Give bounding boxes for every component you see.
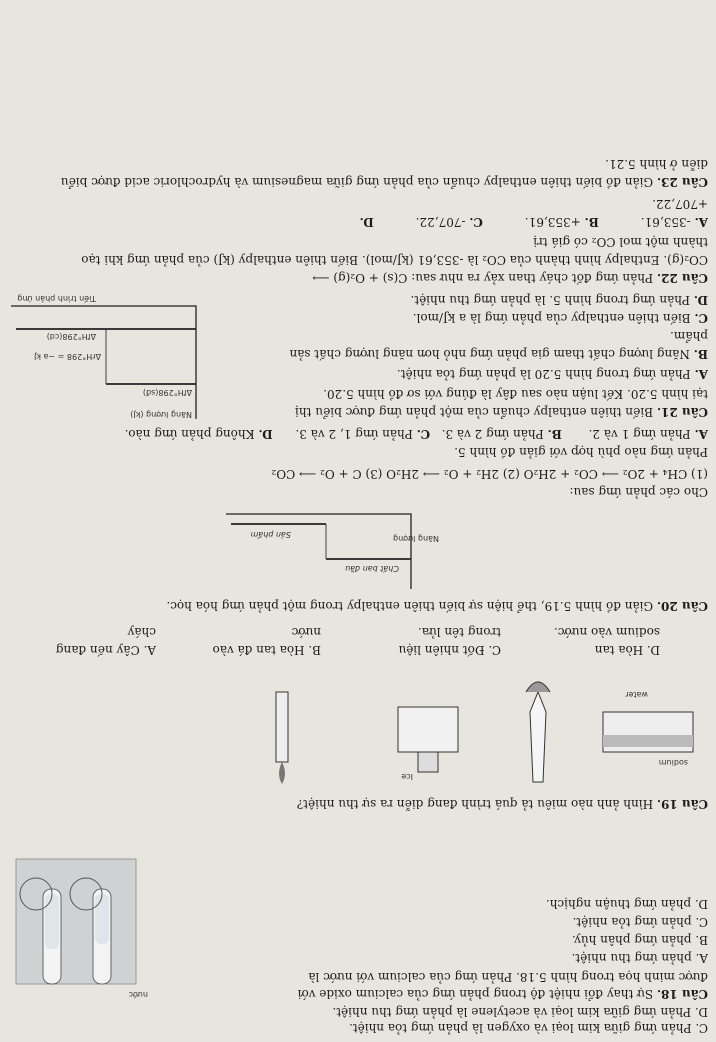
q19-heading: Câu 19. Hình ảnh nào miêu tả quá trình đang diễn ra sự thu nhiệt? (296, 797, 708, 811)
upper-level-label: ΔfH°298(sđ) (142, 388, 192, 397)
figure-q19 (238, 672, 708, 792)
q19-option-a-cont: cháy (127, 625, 156, 639)
q21-option-a: A. Phản ứng trong hình 5.20 là phản ứng tỏa nhiệt. (396, 367, 708, 381)
figure-5-19 (221, 504, 441, 594)
q20-reactions-intro: Cho các phản ứng sau: (569, 485, 708, 499)
q20-options: A. Phản ứng 1 và 2. B. Phản ứng 2 và 3. C. Phản ứng 1, 2 và 3. D. Không phản ứng nào. (124, 427, 708, 441)
sodium-in-water-image (603, 690, 693, 767)
q18-option-c: C. phản ứng tỏa nhiệt. (572, 915, 708, 929)
reactants-label: Chất ban đầu (345, 564, 399, 573)
q22-text: CO₂(g). Enthalpy hình thành của CO₂ là -353,61 (kJ/mol). Biến thiên enthalpy (kJ) của phản ứng khi tạo (81, 253, 708, 267)
rocket-image (526, 682, 550, 782)
figure-5-18 (6, 854, 156, 1004)
ice-label: Ice (401, 772, 413, 781)
q19-option-d-cont: sodium vào nước. (553, 625, 660, 639)
q22-option-d-value: +707,22. (652, 197, 708, 211)
q19-option-c-cont: trong tên lửa. (417, 625, 501, 639)
energy-axis (226, 514, 411, 589)
products-label: Sản phẩm (250, 530, 291, 539)
q18-heading: Câu 18. Sự thay đổi nhiệt độ trong phản ứng của calcium oxide với (297, 987, 708, 1001)
q21-text: tại hình 5.20. Kết luận nào sau đây là đúng với sơ đồ hình 5.20. (323, 387, 708, 401)
lower-level-label: ΔfH°298(cd) (46, 332, 96, 341)
q19-option-c: C. Đốt nhiên liệu (398, 643, 501, 657)
q23-text: diễn ở hình 5.21. (605, 157, 708, 171)
q19-option-b: B. Hòa tan đá vào (212, 643, 321, 657)
candle-image (276, 692, 288, 784)
q21-option-c: C. Biến thiên enthalpy của phản ứng là a kJ/mol. (412, 311, 708, 325)
ice-in-water-image (398, 707, 458, 781)
enthalpy-axis (11, 306, 196, 419)
enthalpy-ylabel: Năng lượng (kJ) (130, 410, 192, 419)
q19-option-a: A. Cây nến đang (55, 643, 156, 657)
sodium-label: sodium (658, 758, 688, 767)
q18-text: được minh họa trong hình 5.18. Phản ứng của calcium với nước là (308, 970, 708, 984)
q21-option-b: B. Năng lượng chất tham gia phản ứng nhỏ hơn năng lượng chất sản (289, 347, 708, 361)
figure-5-20 (6, 294, 216, 424)
q20-reactions: (1) CH₄ + 2O₂ ⟶ CO₂ + 2H₂O (2) 2H₂ + O₂ ⟶ 2H₂O (3) C + O₂ ⟶ CO₂ (271, 467, 708, 481)
delta-h-label: ΔrH°298 = −a kJ (34, 352, 101, 361)
q18-option-b: B. phản ứng phân hủy. (571, 933, 708, 947)
progress-xlabel: Tiến trình phản ứng (17, 294, 96, 303)
q19-option-b-cont: nước (291, 625, 321, 639)
q21-option-d: D. Phản ứng trong hình 5. là phản ứng thu nhiệt. (410, 293, 708, 307)
q23-heading: Câu 23. Giản đồ biến thiên enthalpy chuẩn của phản ứng giữa magnesium và hydrochloric acid được biểu (60, 175, 708, 189)
q21-heading: Câu 21. Biến thiên enthalpy chuẩn của một phản ứng được biểu thị (295, 405, 708, 419)
option-d-q17: D. Phản ứng giữa kim loại và acetylene là phản ứng thu nhiệt. (332, 1005, 708, 1019)
q22-options: A. -353,61. B. +353,61. C. -707,22. D. (359, 215, 708, 229)
q22-heading: Câu 22. Phản ứng đốt cháy than xảy ra như sau: C(s) + O₂(g) ⟶ (312, 271, 708, 285)
q18-option-a: A. phản ứng thu nhiệt. (571, 951, 708, 965)
q20-question: Phản ứng nào phù hợp với giản đồ hình 5. (454, 445, 708, 459)
water-label-19: water (625, 690, 648, 699)
test-tube-right (43, 889, 61, 984)
q21-option-b-cont: phẩm. (670, 329, 708, 343)
q19-option-d: D. Hòa tan (594, 643, 660, 657)
q18-option-d: D. phản ứng thuận nghịch. (545, 897, 708, 911)
test-tube-left (93, 889, 111, 984)
option-c-q17: C. Phản ứng giữa kim loại và oxygen là phản ứng tỏa nhiệt. (349, 1021, 708, 1035)
water-label: nước (128, 990, 148, 999)
energy-label: Năng lượng (393, 534, 439, 543)
q20-heading: Câu 20. Giản đồ hình 5.19, thể hiện sự biến thiên enthalpy trong một phản ứng hóa học. (166, 599, 708, 613)
q22-text-cont: thành một mol CO₂ có giá trị (533, 235, 708, 249)
